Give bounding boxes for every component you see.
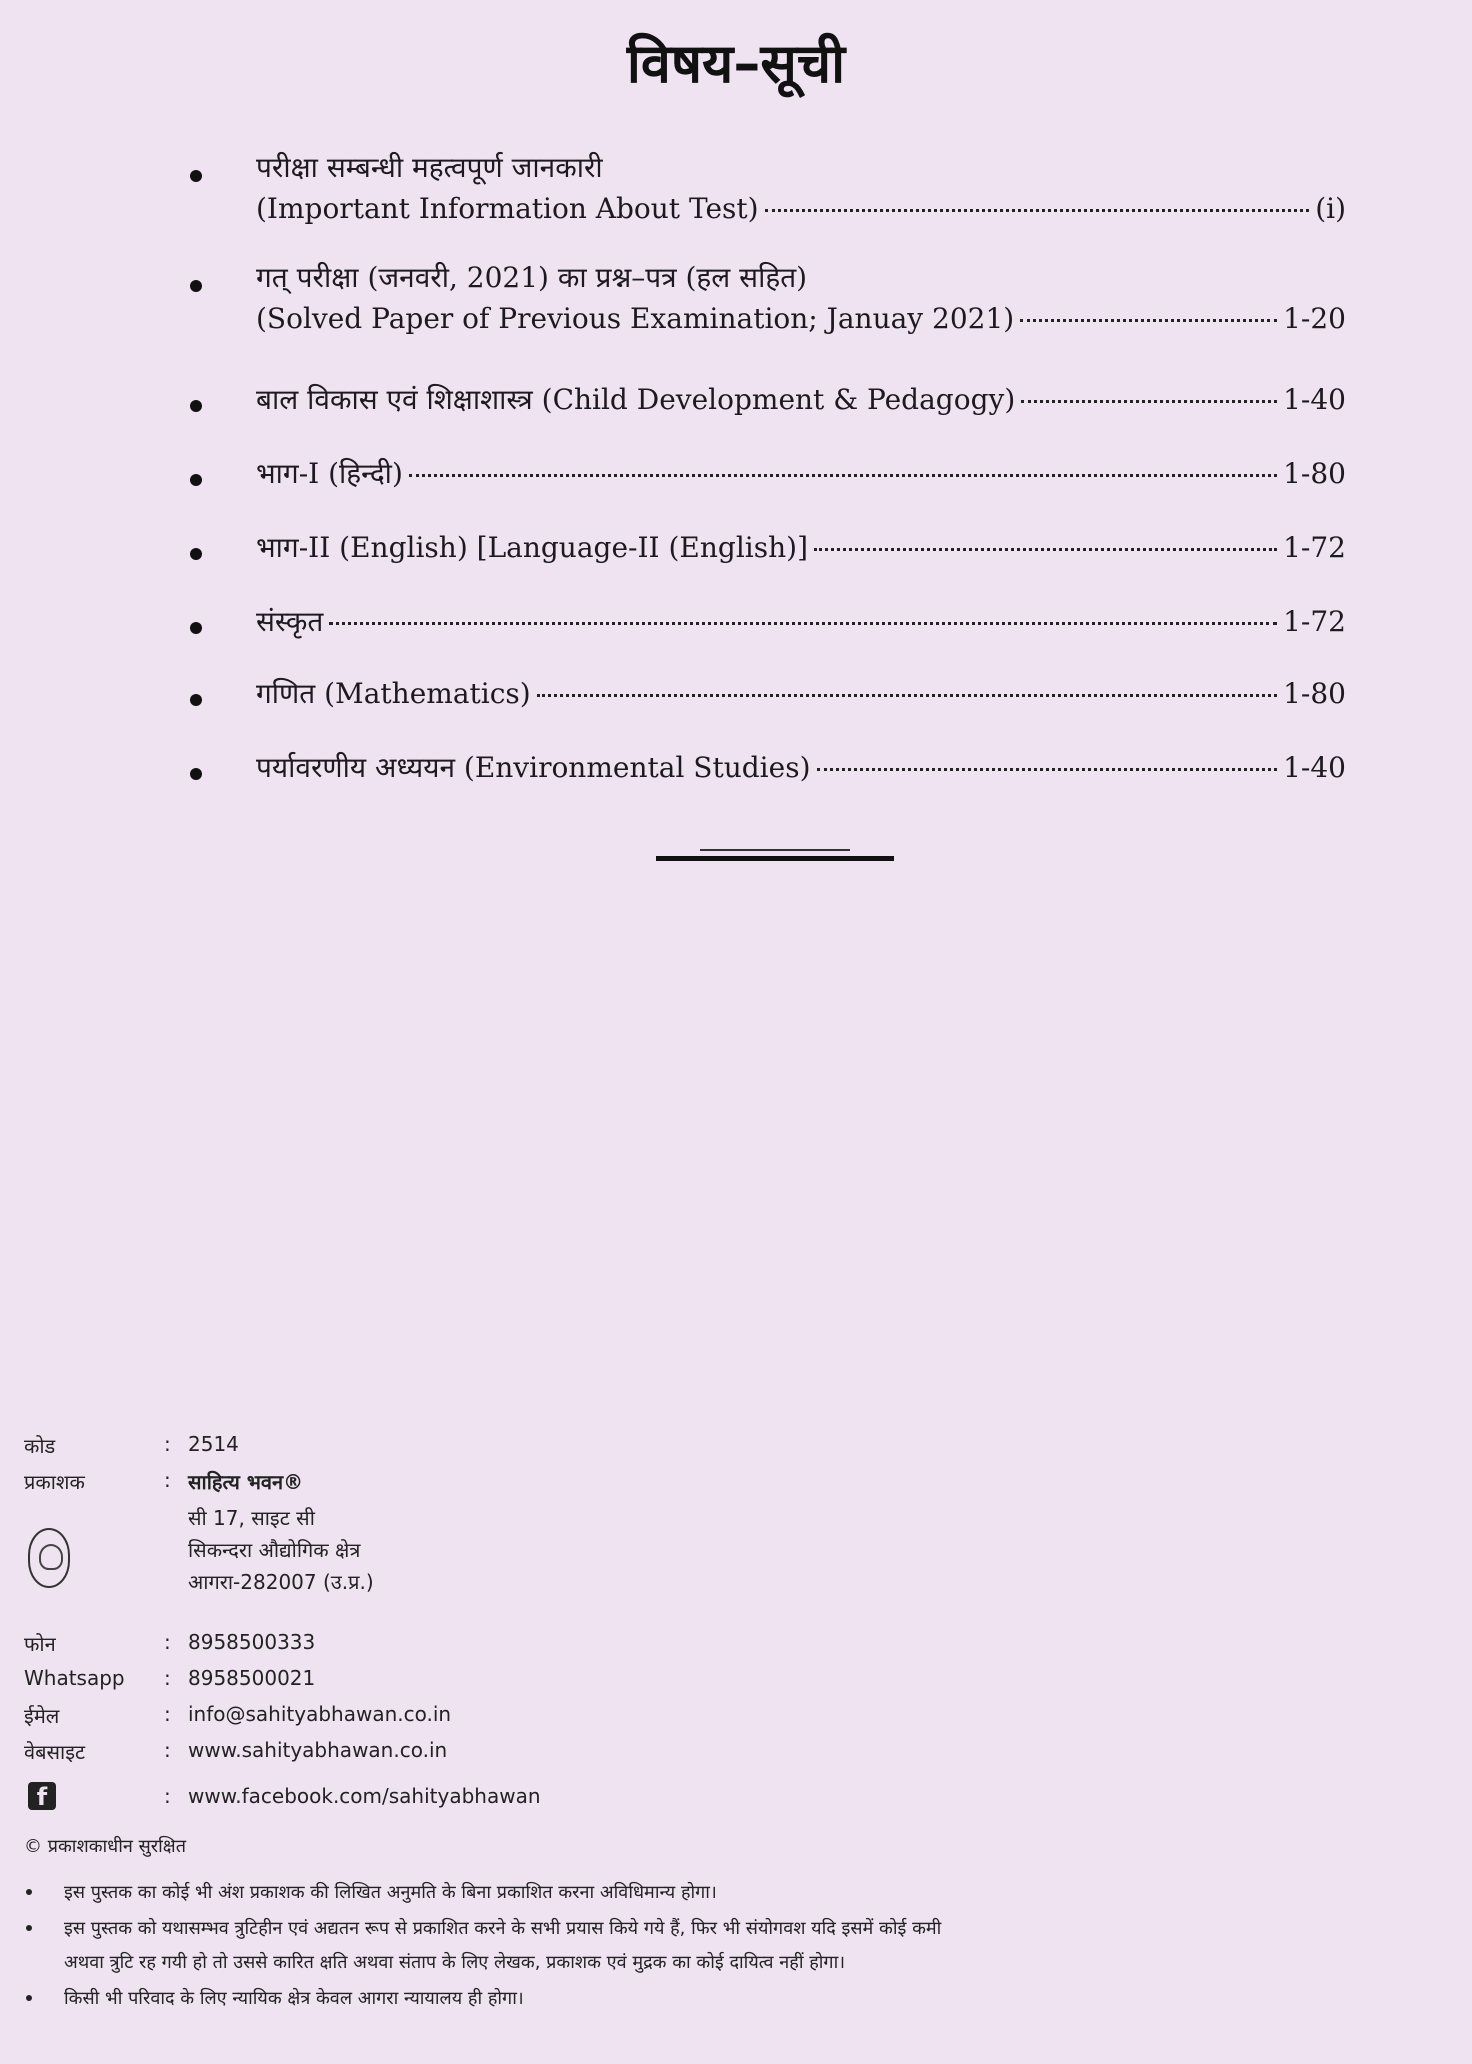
toc-entry-hindi: परीक्षा सम्बन्धी महत्वपूर्ण जानकारी bbox=[256, 151, 603, 184]
toc-entry-title: बाल विकास एवं शिक्षाशास्त्र (Child Development & Pedagogy) bbox=[256, 383, 1016, 416]
bullet-icon bbox=[190, 474, 202, 486]
toc-page-number: (i) bbox=[1315, 192, 1346, 225]
bullet-icon bbox=[190, 400, 202, 412]
toc-page-number: 1-80 bbox=[1283, 677, 1346, 710]
colon: : bbox=[164, 1738, 171, 1762]
bullet-icon bbox=[26, 1889, 32, 1895]
phone-label: फोन bbox=[24, 1632, 56, 1656]
toc-entry-hindi: गत् परीक्षा (जनवरी, 2021) का प्रश्न–पत्र (हल सहित) bbox=[256, 261, 808, 294]
toc-entry-row bbox=[256, 302, 1346, 335]
website-label: वेबसाइट bbox=[24, 1740, 86, 1764]
address-3: आगरा-282007 (उ.प्र.) bbox=[188, 1570, 374, 1594]
address-2: सिकन्दरा औद्योगिक क्षेत्र bbox=[188, 1538, 361, 1562]
website-value: www.sahityabhawan.co.in bbox=[188, 1738, 448, 1762]
toc-entry-row bbox=[256, 602, 1346, 640]
colon: : bbox=[164, 1630, 171, 1654]
note-text: इस पुस्तक को यथासम्भव त्रुटिहीन एवं अद्यतन रूप से प्रकाशित करने के सभी प्रयास किये गये हैं, फिर भी संयोगवश यदि इसमें कोई कमी bbox=[64, 1918, 942, 1939]
dot-leader bbox=[329, 622, 1277, 625]
toc-entry-title: पर्यावरणीय अध्ययन (Environmental Studies) bbox=[256, 751, 811, 784]
divider bbox=[656, 856, 894, 861]
toc-entry-row bbox=[256, 380, 1346, 418]
toc-entry-row bbox=[256, 192, 1346, 225]
dot-leader bbox=[817, 768, 1278, 771]
toc-entry-title: भाग-I (हिन्दी) bbox=[256, 457, 403, 490]
toc-page-number: 1-40 bbox=[1283, 751, 1346, 784]
colon: : bbox=[164, 1702, 171, 1726]
bullet-icon bbox=[190, 622, 202, 634]
colon: : bbox=[164, 1432, 171, 1456]
toc-page-number: 1-72 bbox=[1283, 605, 1346, 638]
dot-leader bbox=[1021, 400, 1277, 403]
dot-leader bbox=[409, 474, 1277, 477]
toc-page-number: 1-40 bbox=[1283, 383, 1346, 416]
toc-entry-row bbox=[256, 748, 1346, 786]
email-label: ईमेल bbox=[24, 1704, 60, 1728]
note-text: किसी भी परिवाद के लिए न्यायिक क्षेत्र केवल आगरा न्यायालय ही होगा। bbox=[64, 1988, 524, 2009]
dot-leader bbox=[765, 209, 1310, 212]
divider bbox=[700, 849, 850, 851]
toc-entry-title: (Important Information About Test) bbox=[256, 192, 759, 225]
publisher-logo-icon bbox=[28, 1528, 70, 1588]
dot-leader bbox=[1020, 319, 1277, 322]
whatsapp-value: 8958500021 bbox=[188, 1666, 316, 1690]
toc-page-number: 1-72 bbox=[1283, 531, 1346, 564]
toc-entry-title: संस्कृत bbox=[256, 605, 324, 638]
address-1: सी 17, साइट सी bbox=[188, 1506, 315, 1530]
toc-entry-title: गणित (Mathematics) bbox=[256, 677, 531, 710]
publisher-label: प्रकाशक bbox=[24, 1470, 85, 1494]
toc-entry-title: (Solved Paper of Previous Examination; Januay 2021) bbox=[256, 302, 1015, 335]
dot-leader bbox=[537, 694, 1277, 697]
colon: : bbox=[164, 1666, 171, 1690]
phone-value: 8958500333 bbox=[188, 1630, 316, 1654]
toc-page-number: 1-20 bbox=[1283, 302, 1346, 335]
toc-entry-title: भाग-II (English) [Language-II (English)] bbox=[256, 531, 808, 564]
code-value: 2514 bbox=[188, 1432, 239, 1456]
bullet-icon bbox=[190, 280, 202, 292]
facebook-value: www.facebook.com/sahityabhawan bbox=[188, 1784, 541, 1808]
toc-page-number: 1-80 bbox=[1283, 457, 1346, 490]
whatsapp-label: Whatsapp bbox=[24, 1666, 125, 1690]
code-label: कोड bbox=[24, 1434, 56, 1458]
dot-leader bbox=[814, 548, 1277, 551]
toc-entry-row bbox=[256, 528, 1346, 566]
colon: : bbox=[164, 1468, 171, 1492]
bullet-icon bbox=[190, 694, 202, 706]
bullet-icon bbox=[190, 170, 202, 182]
note-text: इस पुस्तक का कोई भी अंश प्रकाशक की लिखित अनुमति के बिना प्रकाशित करना अविधिमान्य होगा। bbox=[64, 1882, 717, 1903]
colon: : bbox=[164, 1784, 171, 1808]
bullet-icon bbox=[26, 1995, 32, 2001]
bullet-icon bbox=[26, 1925, 32, 1931]
publisher-name: साहित्य भवन® bbox=[188, 1470, 304, 1494]
bullet-icon bbox=[190, 768, 202, 780]
bullet-icon bbox=[190, 548, 202, 560]
toc-entry-row bbox=[256, 454, 1346, 492]
copyright-notice: © प्रकाशकाधीन सुरक्षित bbox=[24, 1836, 186, 1857]
email-value: info@sahityabhawan.co.in bbox=[188, 1702, 452, 1726]
page-title: विषय–सूची bbox=[626, 32, 846, 95]
toc-entry-row bbox=[256, 674, 1346, 712]
facebook-icon: f bbox=[28, 1782, 56, 1810]
note-text: अथवा त्रुटि रह गयी हो तो उससे कारित क्षति अथवा संताप के लिए लेखक, प्रकाशक एवं मुद्रक का कोई दायित्व नहीं होगा। bbox=[64, 1952, 846, 1973]
